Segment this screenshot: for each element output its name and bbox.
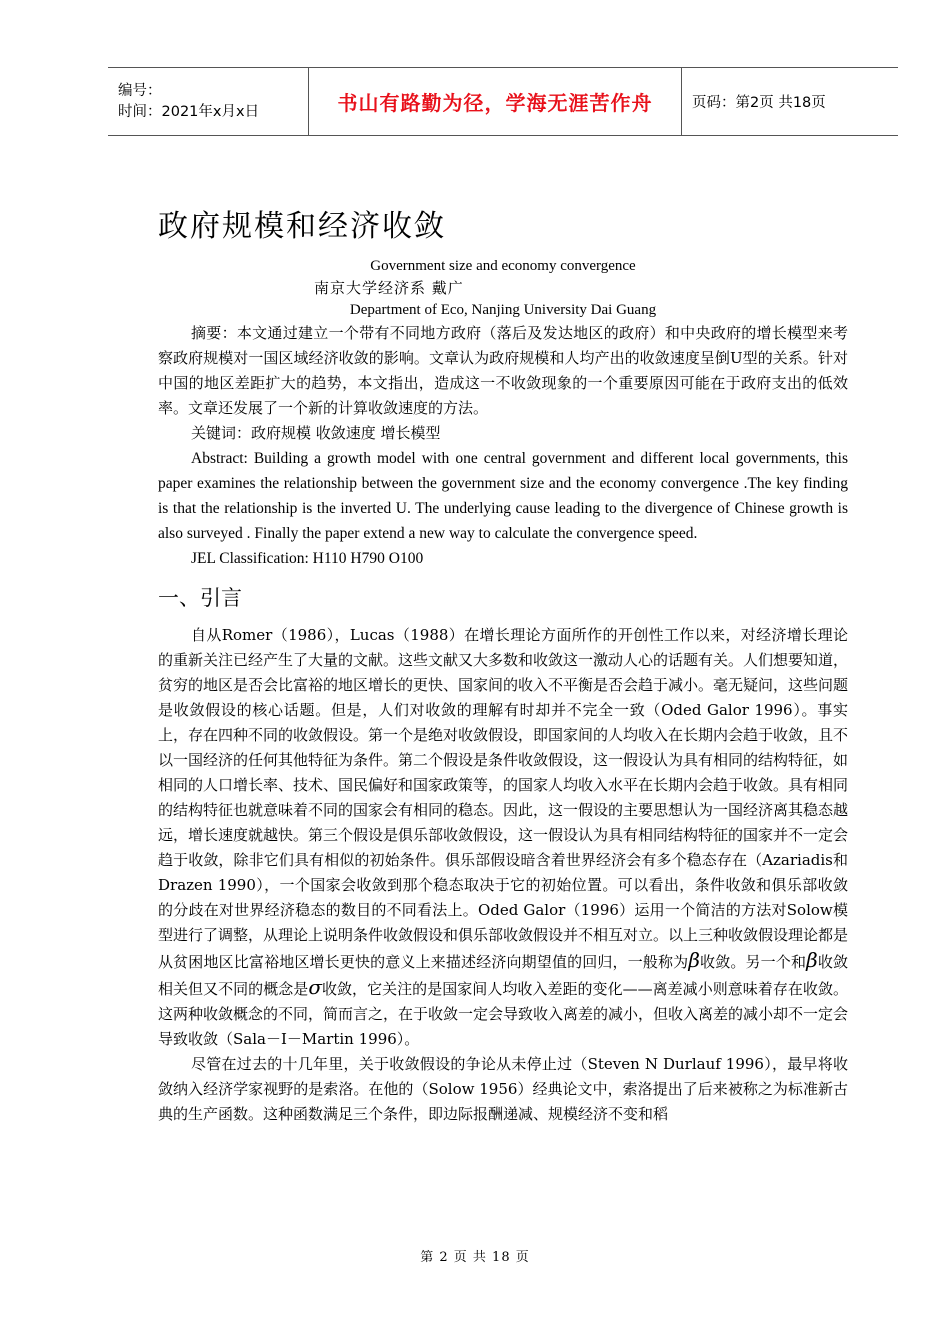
intro-paragraph-2: 尽管在过去的十几年里，关于收敛假设的争论从未停止过（Steven N Durlauf 1996），最早将收敛纳入经济学家视野的是索洛。在他的（Solow 1956）经典论文中，索洛提出了后来被称之为标准新古典的生产函数。这种函数满足三个条件，即边际报酬递减、规模经济不变和稻 <box>158 1055 848 1123</box>
keywords-cn: 关键词：政府规模 收敛速度 增长模型 <box>191 424 441 442</box>
number-label: 编号： <box>118 82 162 99</box>
abstract-en: Abstract: Building a growth model with one central government and different local governments, this paper examines the relationship between the government size and the economy convergence .The key finding is that the relationship is the inverted U. The underlying cause leading to the divergence of Chinese growth is also surveyed . Finally the paper extend a new way to calculate the convergence speed. <box>158 450 848 542</box>
intro-text-a: 自从Romer（1986），Lucas（1988）在增长理论方面所作的开创性工作以来，对经济增长理论的重新关注已经产生了大量的文献。这些文献又大多数和收敛这一激动人心的话题有关。人们想要知道，贫穷的地区是否会比富裕的地区增长的更快、国家间的收入不平衡是否会趋于减小。毫无疑问，这些问题是收敛假设的核心话题。但是，人们对收敛的理解有时却并不完全一致（Oded Galor 1996）。事实上，存在四种不同的收敛假设。第一个是绝对收敛假设，即国家间的人均收入在长期内会趋于收敛，且不以一国经济的任何其他特征为条件。第二个假设是条件收敛假设，这一假设认为具有相同的结构特征，如相同的人口增长率、技术、国民偏好和国家政策等，的国家人均收入水平在长期内会趋于收敛。具有相同的结构特征也就意味着不同的国家会有相同的稳态。因此，这一假设的主要思想认为一国经济离其稳态越远，增长速度就越快。第三个假设是俱乐部收敛假设，这一假设认为具有相同结构特征的国家并不一定会趋于收敛，除非它们具有相似的初始条件。俱乐部假设暗含着世界经济会有多个稳态存在（Azariadis和Drazen 1990），一个国家会收敛到那个稳态取决于它的初始位置。可以看出，条件收敛和俱乐部收敛的分歧在对世界经济稳态的数目的不同看法上。Oded Galor（1996）运用一个简洁的方法对Solow模型进行了调整，从理论上说明条件收敛假设和俱乐部收敛假设并不相互对立。以上三种收敛假设理论都是从贫困地区比富裕地区增长更快的意义上来描述经济向期望值的回归，一般称为 <box>158 626 849 971</box>
section-heading-introduction: 一、引言 <box>158 586 242 610</box>
header-left-cell <box>108 68 309 135</box>
article-body <box>158 205 848 1127</box>
sigma-symbol: σ <box>308 975 322 999</box>
beta-symbol-2: β <box>806 948 818 972</box>
jel-classification: JEL Classification: H110 H790 O100 <box>191 550 424 567</box>
motto-text: 书山有路勤为径，学海无涯苦作舟 <box>337 91 653 115</box>
article-title: 政府规模和经济收敛 <box>158 209 446 244</box>
time-label: 时间：2021年x月x日 <box>118 103 260 120</box>
page-footer: 第 2 页 共 18 页 <box>420 1250 530 1265</box>
header-motto-cell <box>309 68 682 135</box>
affiliation-en: Department of Eco, Nanjing University Dai Guang <box>349 302 657 318</box>
intro-text-d: 收敛，它关注的是国家间人均收入差距的变化——离差减小则意味着存在收敛。这两种收敛概念的不同，简而言之，在于收敛一定会导致收入离差的减小，但收入离差的减小却不一定会导致收敛（Sala－I－Martin 1996）。 <box>158 980 849 1048</box>
abstract-cn: 摘要：本文通过建立一个带有不同地方政府（落后及发达地区的政府）和中央政府的增长模型来考察政府规模对一国区域经济收敛的影响。文章认为政府规模和人均产出的收敛速度呈倒U型的关系。针对中国的地区差距扩大的趋势，本文指出，造成这一不收敛现象的一个重要原因可能在于政府支出的低效率。文章还发展了一个新的计算收敛速度的方法。 <box>158 324 848 417</box>
affiliation-cn: 南京大学经济系 戴广 <box>314 279 464 297</box>
header-page-info: 页码：第2页 共18页 <box>692 95 826 111</box>
intro-text-c: 收敛相关但又不同的概念是 <box>158 953 848 998</box>
article-title-en: Government size and economy convergence <box>370 258 636 274</box>
page-header <box>108 67 898 136</box>
intro-paragraph-1 <box>158 623 848 1052</box>
beta-symbol: β <box>688 948 700 972</box>
header-page-cell <box>682 68 898 135</box>
intro-text-b: 收敛。另一个和 <box>699 953 807 971</box>
